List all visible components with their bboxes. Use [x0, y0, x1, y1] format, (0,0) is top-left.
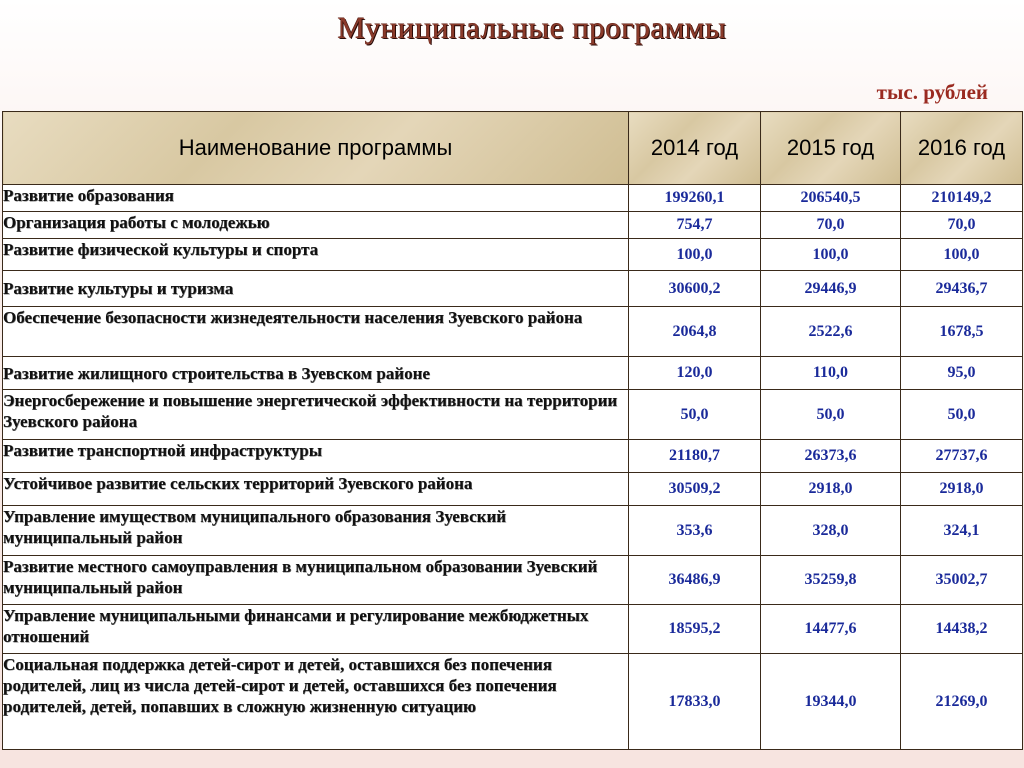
table-row [3, 390, 1023, 440]
program-name: Управление имуществом муниципального образования Зуевский муниципальный район [3, 506, 629, 556]
value-2014: 30600,2 [629, 271, 761, 307]
value-2015: 70,0 [761, 212, 901, 239]
header-2014: 2014 год [629, 112, 761, 185]
program-name: Обеспечение безопасности жизнедеятельности населения Зуевского района [3, 307, 629, 357]
value-2016: 1678,5 [901, 307, 1023, 357]
value-2014: 120,0 [629, 357, 761, 390]
table-row [3, 506, 1023, 556]
value-2015: 14477,6 [761, 605, 901, 654]
table-row [3, 556, 1023, 605]
value-2016: 35002,7 [901, 556, 1023, 605]
table-row [3, 239, 1023, 271]
program-name: Развитие жилищного строительства в Зуевском районе [3, 357, 629, 390]
header-2016: 2016 год [901, 112, 1023, 185]
value-2014: 754,7 [629, 212, 761, 239]
value-2016: 210149,2 [901, 185, 1023, 212]
program-name: Управление муниципальными финансами и регулирование межбюджетных отношений [3, 605, 629, 654]
value-2016: 95,0 [901, 357, 1023, 390]
value-2016: 70,0 [901, 212, 1023, 239]
program-name: Организация работы с молодежью [3, 212, 629, 239]
program-name: Развитие транспортной инфраструктуры [3, 440, 629, 473]
value-2016: 29436,7 [901, 271, 1023, 307]
value-2016: 324,1 [901, 506, 1023, 556]
value-2015: 50,0 [761, 390, 901, 440]
programs-table [2, 111, 1023, 750]
page-title: Муниципальные программы [337, 10, 727, 45]
value-2014: 2064,8 [629, 307, 761, 357]
table-header-row [3, 112, 1023, 185]
table-row [3, 307, 1023, 357]
value-2016: 21269,0 [901, 654, 1023, 750]
value-2014: 353,6 [629, 506, 761, 556]
value-2014: 100,0 [629, 239, 761, 271]
value-2016: 50,0 [901, 390, 1023, 440]
value-2014: 21180,7 [629, 440, 761, 473]
program-name: Энергосбережение и повышение энергетической эффективности на территории Зуевского района [3, 390, 629, 440]
program-name: Развитие физической культуры и спорта [3, 239, 629, 271]
table-row [3, 185, 1023, 212]
unit-label: тыс. рублей [876, 80, 988, 104]
table-row [3, 212, 1023, 239]
table-row [3, 654, 1023, 750]
value-2016: 100,0 [901, 239, 1023, 271]
table-row [3, 605, 1023, 654]
value-2015: 2918,0 [761, 473, 901, 506]
value-2014: 50,0 [629, 390, 761, 440]
value-2015: 2522,6 [761, 307, 901, 357]
value-2015: 206540,5 [761, 185, 901, 212]
program-name: Развитие образования [3, 185, 629, 212]
header-program-name-label: Наименование программы [178, 135, 453, 160]
program-name: Социальная поддержка детей-сирот и детей, оставшихся без попечения родителей, лиц из числа детей-сирот и детей, оставшихся без попечения родителей, детей, попавших в сложную жизненную ситуацию [3, 654, 629, 750]
value-2015: 110,0 [761, 357, 901, 390]
program-name: Развитие местного самоуправления в муниципальном образовании Зуевский муниципальный район [3, 556, 629, 605]
table-row [3, 271, 1023, 307]
value-2014: 18595,2 [629, 605, 761, 654]
value-2015: 100,0 [761, 239, 901, 271]
table-row [3, 357, 1023, 390]
value-2016: 27737,6 [901, 440, 1023, 473]
value-2015: 26373,6 [761, 440, 901, 473]
header-2015: 2015 год [761, 112, 901, 185]
value-2016: 14438,2 [901, 605, 1023, 654]
value-2014: 17833,0 [629, 654, 761, 750]
table-row [3, 440, 1023, 473]
table-row [3, 473, 1023, 506]
program-name: Развитие культуры и туризма [3, 271, 629, 307]
value-2016: 2918,0 [901, 473, 1023, 506]
program-name: Устойчивое развитие сельских территорий Зуевского района [3, 473, 629, 506]
value-2014: 36486,9 [629, 556, 761, 605]
header-program-name [3, 112, 629, 185]
value-2015: 29446,9 [761, 271, 901, 307]
value-2015: 328,0 [761, 506, 901, 556]
value-2015: 19344,0 [761, 654, 901, 750]
value-2014: 30509,2 [629, 473, 761, 506]
value-2014: 199260,1 [629, 185, 761, 212]
value-2015: 35259,8 [761, 556, 901, 605]
